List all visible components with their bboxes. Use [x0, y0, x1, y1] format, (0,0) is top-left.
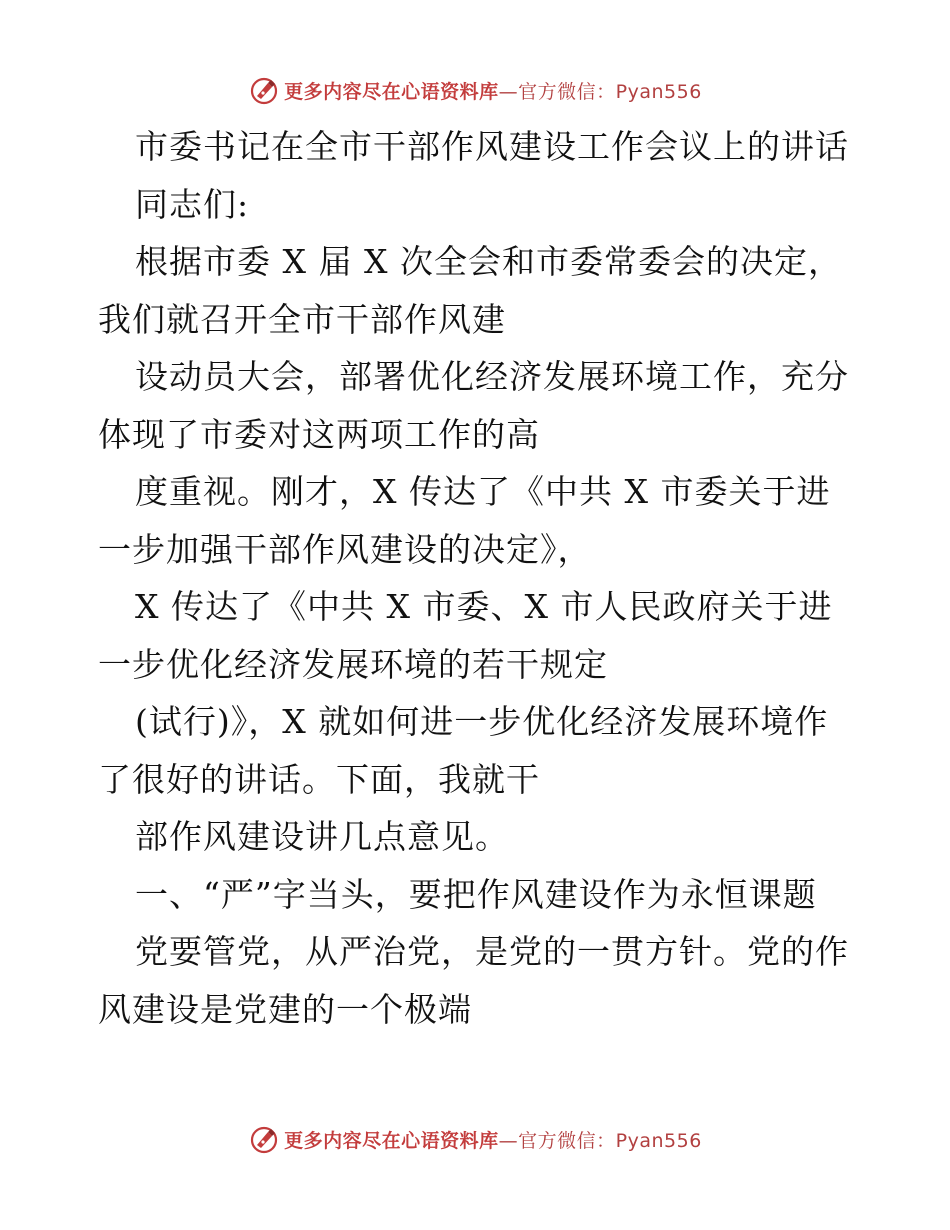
header-banner	[0, 70, 950, 110]
banner-wechat-text: —官方微信：Pyan556	[498, 80, 702, 103]
paragraph-line: 度重视。刚才，X 传达了《中共 X 市委关于进	[135, 472, 831, 511]
paragraph-line: 党要管党，从严治党，是党的一贯方针。党的作	[135, 932, 849, 971]
banner-wechat-text: —官方微信：Pyan556	[498, 1129, 702, 1152]
paragraph-line: 体现了市委对这两项工作的高	[98, 414, 540, 454]
paragraph-line: 一步加强干部作风建设的决定》，	[98, 529, 592, 569]
section-heading: 一、“严”字当头，要把作风建设作为永恒课题	[135, 874, 817, 914]
paragraph-line: 我们就召开全市干部作风建	[98, 299, 506, 339]
salutation: 同志们:	[135, 184, 250, 224]
paragraph-line: 部作风建设讲几点意见。	[135, 817, 509, 856]
paragraph-line: 了很好的讲话。下面，我就干	[98, 759, 540, 799]
document-body	[98, 118, 858, 1038]
banner-site-text: 更多内容尽在心语资料库	[284, 80, 499, 103]
footer-banner	[0, 1119, 950, 1159]
document-title: 市委书记在全市干部作风建设工作会议上的讲话	[135, 127, 849, 166]
pen-nib-logo-icon	[248, 74, 280, 106]
paragraph-line: (试行)》，X 就如何进一步优化经济发展环境作	[135, 702, 829, 741]
paragraph-line: X 传达了《中共 X 市委、X 市人民政府关于进	[135, 587, 833, 626]
pen-nib-logo-icon	[248, 1123, 280, 1155]
paragraph-line: 风建设是党建的一个极端	[98, 989, 472, 1029]
paragraph-line: 一步优化经济发展环境的若干规定	[98, 644, 608, 684]
paragraph-line: 设动员大会，部署优化经济发展环境工作，充分	[135, 357, 849, 396]
paragraph-line: 根据市委 X 届 X 次全会和市委常委会的决定，	[135, 242, 842, 281]
banner-site-text: 更多内容尽在心语资料库	[284, 1129, 499, 1152]
